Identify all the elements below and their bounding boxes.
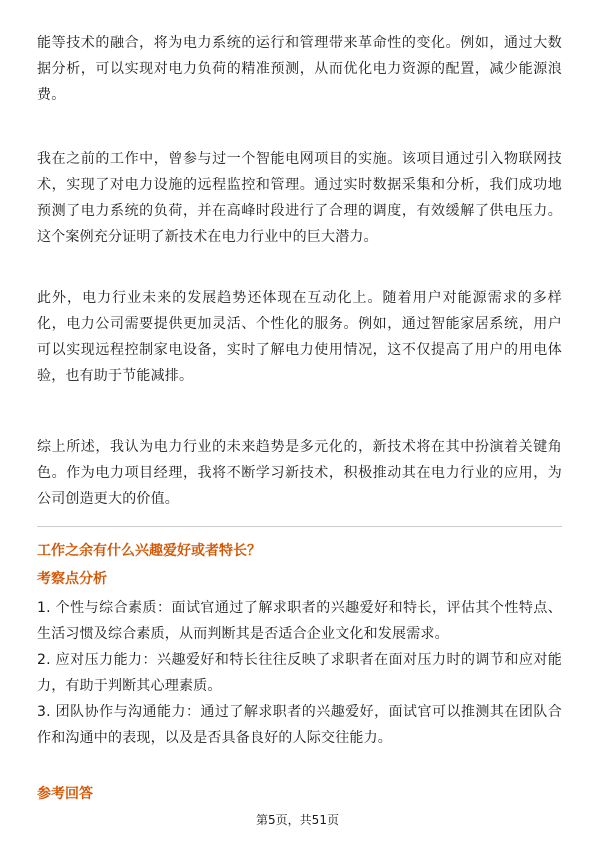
body-paragraph-4: 综上所述，我认为电力行业的未来趋势是多元化的，新技术将在其中扮演着关键角色。作为电力项目经理，我将不断学习新技术，积极推动其在电力行业的应用，为公司创造更大的价值。 bbox=[37, 439, 562, 507]
section-divider bbox=[37, 526, 562, 527]
analysis-item-1: 1. 个性与综合素质：面试官通过了解求职者的兴趣爱好和特长，评估其个性特点、生活习惯及综合素质，从而判断其是否适合企业文化和发展需求。 bbox=[37, 600, 562, 642]
body-paragraph-2: 我在之前的工作中，曾参与过一个智能电网项目的实施。该项目通过引入物联网技术，实现了对电力设施的远程监控和管理。通过实时数据采集和分析，我们成功地预测了电力系统的负荷，并在高峰时段进行了合理的调度，有效缓解了供电压力。这个案例充分证明了新技术在电力行业中的巨大潜力。 bbox=[37, 151, 562, 245]
analysis-item-2: 2. 应对压力能力：兴趣爱好和特长往往反映了求职者在面对压力时的调节和应对能力，有助于判断其心理素质。 bbox=[37, 652, 562, 694]
body-paragraph-1: 能等技术的融合，将为电力系统的运行和管理带来革命性的变化。例如，通过大数据分析，可以实现对电力负荷的精准预测，从而优化电力资源的配置，减少能源浪费。 bbox=[37, 35, 562, 103]
analysis-heading: 考察点分析 bbox=[37, 571, 107, 587]
analysis-item-3: 3. 团队协作与沟通能力：通过了解求职者的兴趣爱好，面试官可以推测其在团队合作和沟通中的表现，以及是否具备良好的人际交往能力。 bbox=[37, 704, 562, 746]
interview-question: 工作之余有什么兴趣爱好或者特长？ bbox=[37, 543, 261, 559]
page-number: 第5页，共51页 bbox=[256, 813, 339, 827]
answer-heading: 参考回答 bbox=[37, 786, 93, 802]
body-paragraph-3: 此外，电力行业未来的发展趋势还体现在互动化上。随着用户对能源需求的多样化，电力公司需要提供更加灵活、个性化的服务。例如，通过智能家居系统，用户可以实现远程控制家电设备，实时了解电力使用情况，这不仅提高了用户的用电体验，也有助于节能减排。 bbox=[37, 290, 562, 384]
analysis-list bbox=[37, 595, 562, 751]
